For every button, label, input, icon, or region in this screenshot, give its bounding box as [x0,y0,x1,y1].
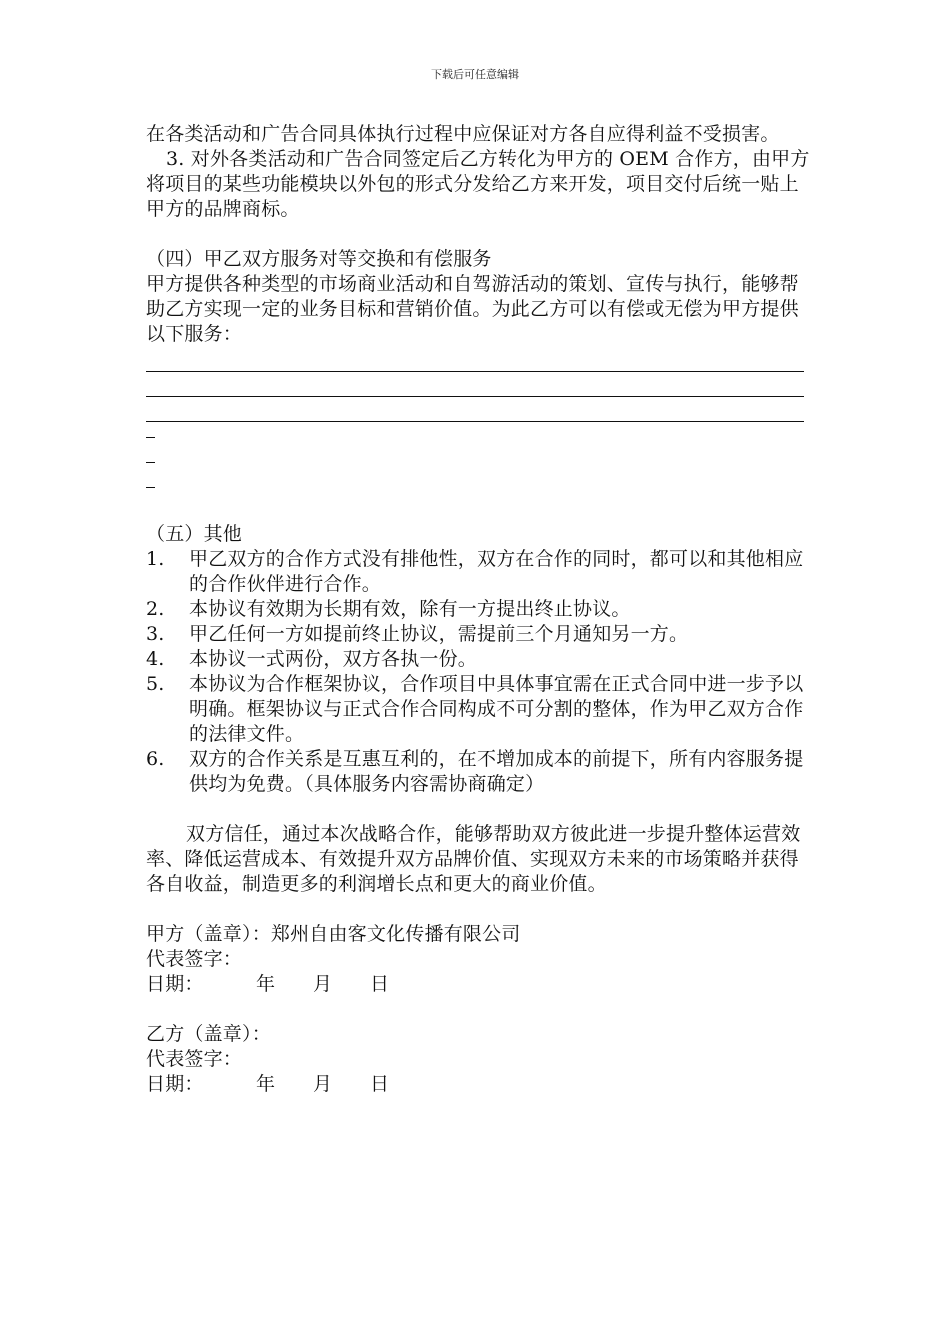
document-body [146,122,810,1097]
date-label: 日期： [146,1073,204,1095]
intro-paragraph: 在各类活动和广告合同具体执行过程中应保证对方各自应得利益不受损害。 [146,123,780,145]
date-month: 月 [313,1073,333,1095]
list-item [146,597,810,622]
date-year: 年 [256,973,276,995]
party-a-label: 甲方（盖章）：郑州自由客文化传播有限公司 [146,923,521,945]
spacer [146,797,810,822]
list-text: 本协议为合作框架协议，合作项目中具体事宜需在正式合同中进一步予以明确。框架协议与正式合作合同构成不可分割的整体，作为甲乙双方合作的法律文件。 [189,673,804,745]
spacer [146,222,810,247]
blank-line-tail [146,472,810,497]
list-number: 2. [146,598,165,620]
date-year: 年 [256,1073,276,1095]
closing-paragraph: 双方信任，通过本次战略合作，能够帮助双方彼此进一步提升整体运营效率、降低运营成本、有效提升双方品牌价值、实现双方未来的市场策略并获得各自收益，制造更多的利润增长点和更大的商业价值。 [146,823,801,895]
list-text: 甲乙任何一方如提前终止协议，需提前三个月通知另一方。 [189,623,689,645]
list-item [146,622,810,647]
list-item [146,647,810,672]
date-day: 日 [370,1073,390,1095]
section5-title: （五）其他 [146,523,243,545]
date-month: 月 [313,973,333,995]
section4-body: 甲方提供各种类型的市场商业活动和自驾游活动的策划、宣传与执行，能够帮助乙方实现一定的业务目标和营销价值。为此乙方可以有偿或无偿为甲方提供以下服务： [146,273,799,345]
spacer [146,497,810,522]
date-day: 日 [370,973,390,995]
party-b-signature: 代表签字： [146,1048,243,1070]
blank-line [146,347,804,372]
list-text: 本协议一式两份，双方各执一份。 [189,648,478,670]
list-number: 4. [146,648,165,670]
list-number: 1. [146,548,165,570]
blank-line-tail [146,447,810,472]
list-item [146,547,810,597]
date-label: 日期： [146,973,204,995]
party-b-date [146,1072,810,1097]
party-a-date [146,972,810,997]
blank-line-tail [146,422,810,447]
list-number: 5. [146,673,165,695]
section4-title: （四）甲乙双方服务对等交换和有偿服务 [146,248,492,270]
list-item [146,747,810,797]
blank-line [146,397,804,422]
intro-item-3: 3. 对外各类活动和广告合同签定后乙方转化为甲方的 OEM 合作方，由甲方将项目的某些功能模块以外包的形式分发给乙方来开发，项目交付后统一贴上甲方的品牌商标。 [146,148,810,220]
list-text: 双方的合作关系是互惠互利的，在不增加成本的前提下，所有内容服务提供均为免费。（具体服务内容需协商确定） [189,748,804,795]
list-item [146,672,810,747]
list-text: 本协议有效期为长期有效，除有一方提出终止协议。 [189,598,631,620]
page-header: 下载后可任意编辑 [431,68,519,81]
blank-line [146,372,804,397]
list-number: 6. [146,748,165,770]
list-text: 甲乙双方的合作方式没有排他性，双方在合作的同时，都可以和其他相应的合作伙伴进行合作。 [189,548,804,595]
party-b-label: 乙方（盖章）： [146,1023,271,1045]
spacer [146,997,810,1022]
list-number: 3. [146,623,165,645]
spacer [146,897,810,922]
party-a-signature: 代表签字： [146,948,243,970]
